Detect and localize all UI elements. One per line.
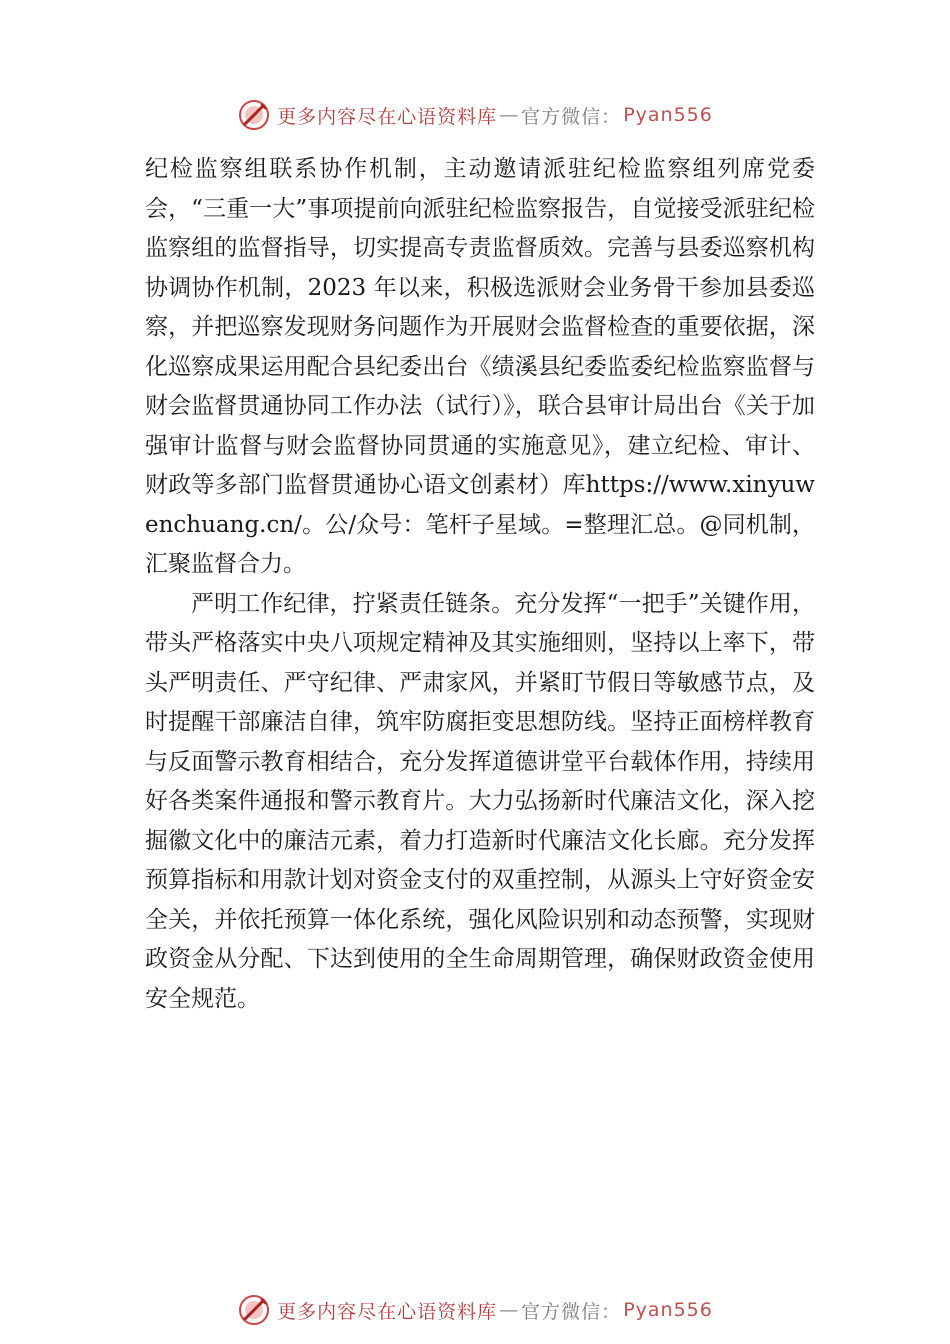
banner-wechat-id: Pyan556 — [623, 1299, 713, 1321]
brush-logo-icon — [237, 1293, 271, 1327]
banner-separator: — — [499, 1299, 520, 1321]
banner-subtitle: 官方微信： — [521, 105, 622, 128]
banner-separator: — — [499, 104, 520, 126]
brush-logo-icon — [237, 98, 271, 132]
paragraph-2: 严明工作纪律，拧紧责任链条。充分发挥“一把手”关键作用，带头严格落实中央八项规定精神及其实施细则，坚持以上率下，带头严明责任、严守纪律、严肃家风，并紧盯节假日等敏感节点，及时提醒干部廉洁自律，筑牢防腐拒变思想防线。坚持正面榜样教育与反面警示教育相结合，充分发挥道德讲堂平台载体作用，持续用好各类案件通报和警示教育片。大力弘扬新时代廉洁文化，深入挖掘徽文化中的廉洁元素，着力打造新时代廉洁文化长廊。充分发挥预算指标和用款计划对资金支付的双重控制，从源头上守好资金安全关，并依托预算一体化系统，强化风险识别和动态预警，实现财政资金从分配、下达到使用的全生命周期管理，确保财政资金使用安全规范。 — [145, 590, 815, 1012]
paragraph-1: 纪检监察组联系协作机制，主动邀请派驻纪检监察组列席党委会，“三重一大”事项提前向派驻纪检监察报告，自觉接受派驻纪检监察组的监督指导，切实提高专责监督质效。完善与县委巡察机构协调协作机制，2023 年以来，积极选派财会业务骨干参加县委巡察，并把巡察发现财务问题作为开展财会监督检查的重要依据，深化巡察成果运用配合县纪委出台《绩溪县纪委监委纪检监察监督与财会监督贯通协同工作办法（试行）》，联合县审计局出台《关于加强审计监督与财会监督协同贯通的实施意见》，建立纪检、审计、财政等多部门监督贯通协心语文创素材）库https://www.xinyuwenchuang.cn/。公/众号：笔杆子星域。=整理汇总。@同机制，汇聚监督合力。 — [145, 156, 815, 577]
banner-title: 更多内容尽在心语资料库 — [277, 1300, 498, 1323]
banner-wechat-id: Pyan556 — [623, 104, 713, 126]
document-body — [145, 150, 815, 1019]
footer-banner — [0, 1290, 950, 1330]
banner-subtitle: 官方微信： — [521, 1300, 622, 1323]
header-banner — [0, 95, 950, 135]
banner-title: 更多内容尽在心语资料库 — [277, 105, 498, 128]
